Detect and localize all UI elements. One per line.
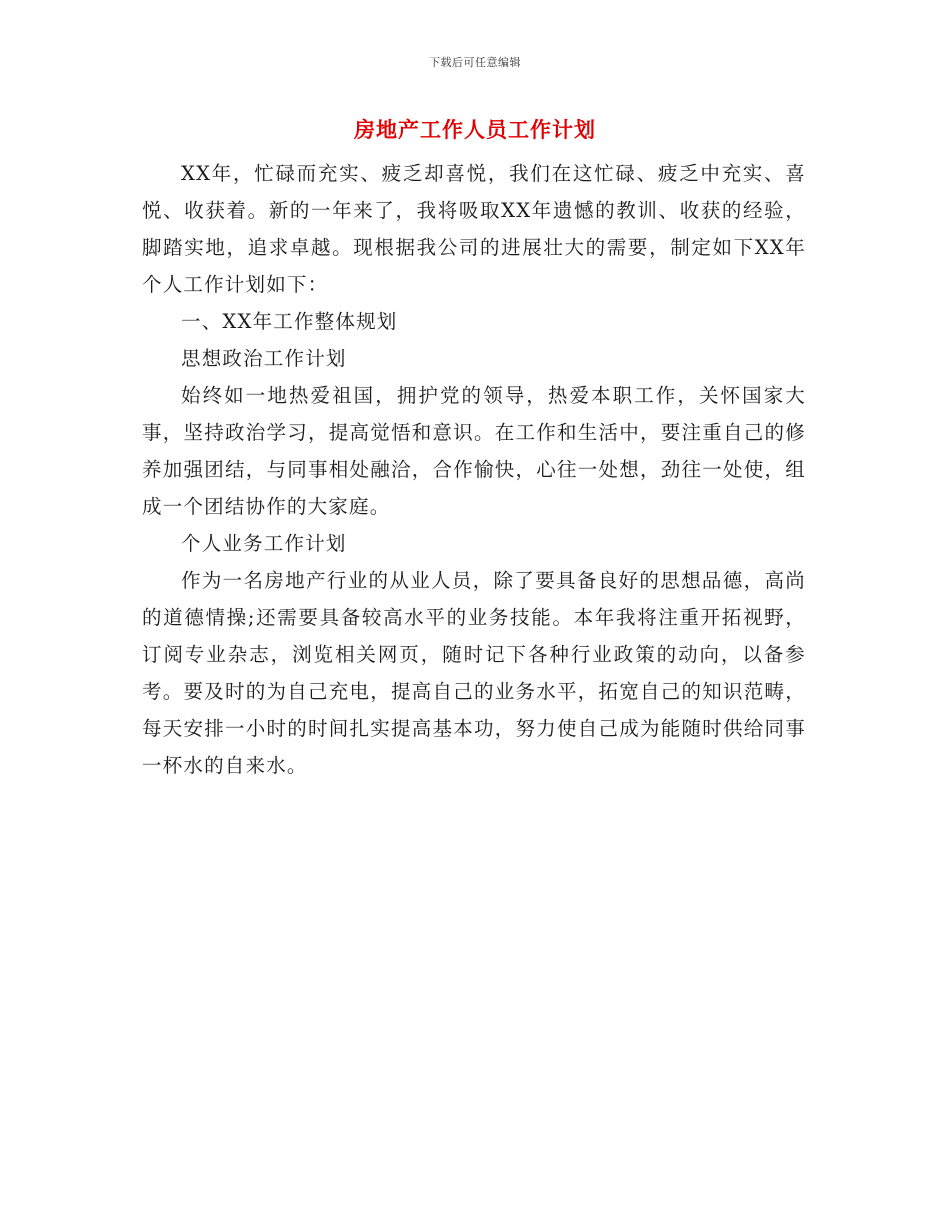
paragraph-business-plan: 作为一名房地产行业的从业人员，除了要具备良好的思想品德，高尚的道德情操;还需要具备较高水平的业务技能。本年我将注重开拓视野，订阅专业杂志，浏览相关网页，随时记下各种行业政策的动向，以备参考。要及时的为自己充电，提高自己的业务水平，拓宽自己的知识范畴，每天安排一小时的时间扎实提高基本功，努力使自己成为能随时供给同事一杯水的自来水。: [142, 569, 806, 777]
document-title: 房地产工作人员工作计划: [354, 118, 596, 142]
paragraph-political-plan: 始终如一地热爱祖国，拥护党的领导，热爱本职工作，关怀国家大事，坚持政治学习，提高觉悟和意识。在工作和生活中，要注重自己的修养加强团结，与同事相处融洽，合作愉快，心往一处想，劲往一处使，组成一个团结协作的大家庭。: [142, 384, 806, 518]
subheading-business-plan: 个人业务工作计划: [181, 532, 347, 555]
header-note: 下载后可任意编辑: [429, 56, 521, 69]
document-body: [142, 155, 806, 784]
subheading-political-plan: 思想政治工作计划: [181, 347, 347, 370]
paragraph-intro: XX年，忙碌而充实、疲乏却喜悦，我们在这忙碌、疲乏中充实、喜悦、收获着。新的一年来了，我将吸取XX年遗憾的教训、收获的经验，脚踏实地，追求卓越。现根据我公司的进展壮大的需要，制定如下XX年个人工作计划如下：: [142, 162, 806, 296]
section-heading-overall-plan: 一、XX年工作整体规划: [181, 310, 398, 333]
